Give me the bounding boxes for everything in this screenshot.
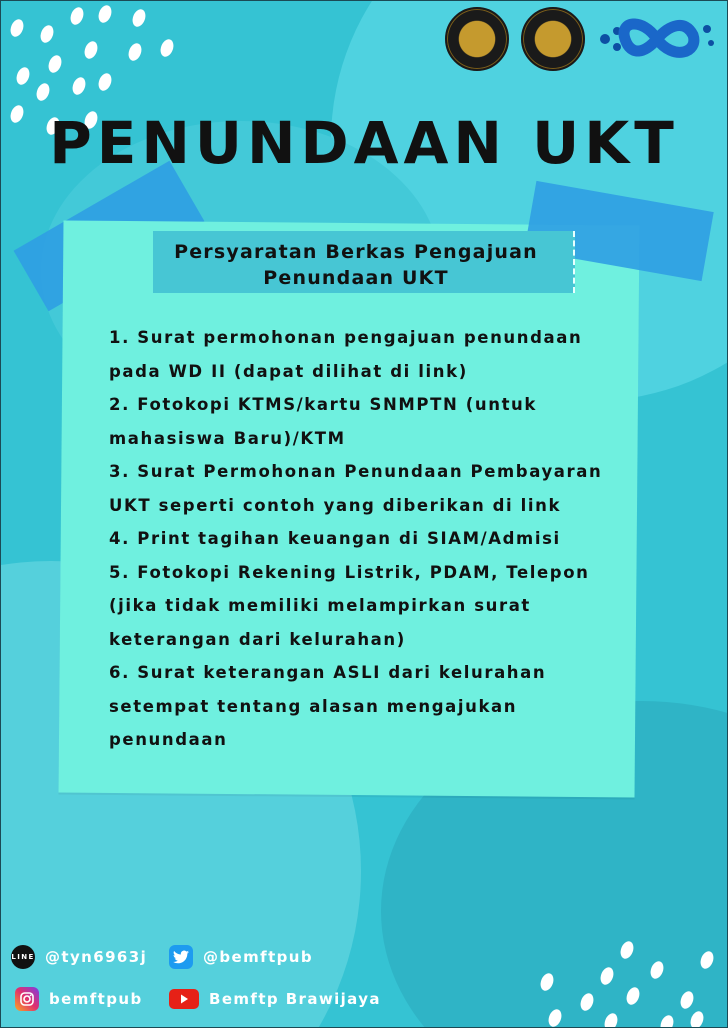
instagram-handle: bemftpub: [49, 990, 143, 1008]
twitter-handle: @bemftpub: [203, 948, 313, 966]
list-item: (jika tidak memiliki melampirkan surat: [109, 596, 531, 615]
twitter-contact: [169, 945, 313, 969]
requirements-list: [109, 321, 629, 757]
logo-group: [445, 7, 717, 71]
youtube-contact: [169, 989, 381, 1009]
youtube-icon: [169, 989, 199, 1009]
instagram-contact: [15, 987, 143, 1011]
page-title: PENUNDAAN UKT: [49, 109, 679, 177]
faculty-seal-icon: [521, 7, 585, 71]
university-seal-icon: [445, 7, 509, 71]
line-id: @tyn6963j: [45, 948, 148, 966]
instagram-icon: [15, 987, 39, 1011]
list-item: 6. Surat keterangan ASLI dari kelurahan: [109, 663, 547, 682]
twitter-icon: [169, 945, 193, 969]
list-item: 5. Fotokopi Rekening Listrik, PDAM, Telepon: [109, 562, 590, 582]
list-item: 2. Fotokopi KTMS/kartu SNMPTN (untuk: [109, 395, 537, 414]
line-contact: [11, 945, 147, 969]
line-icon: LINE: [11, 945, 35, 969]
list-item: pada WD II (dapat dilihat di link): [109, 361, 468, 381]
list-item: penundaan: [109, 730, 228, 749]
list-item: UKT seperti contoh yang diberikan di link: [109, 495, 562, 515]
requirements-header: [153, 231, 575, 293]
list-item: keterangan dari kelurahan): [109, 629, 406, 649]
list-item: 1. Surat permohonan pengajuan penundaan: [109, 328, 583, 347]
youtube-channel: Bemftp Brawijaya: [209, 990, 381, 1008]
bem-infinity-logo-icon: [597, 9, 717, 69]
header-line-1: Persyaratan Berkas Pengajuan: [174, 241, 538, 263]
list-item: 4. Print tagihan keuangan di SIAM/Admisi: [109, 529, 561, 548]
list-item: setempat tentang alasan mengajukan: [109, 696, 518, 716]
list-item: 3. Surat Permohonan Penundaan Pembayaran: [109, 462, 603, 481]
header-line-2: Penundaan UKT: [263, 267, 449, 289]
list-item: mahasiswa Baru)/KTM: [109, 428, 346, 448]
